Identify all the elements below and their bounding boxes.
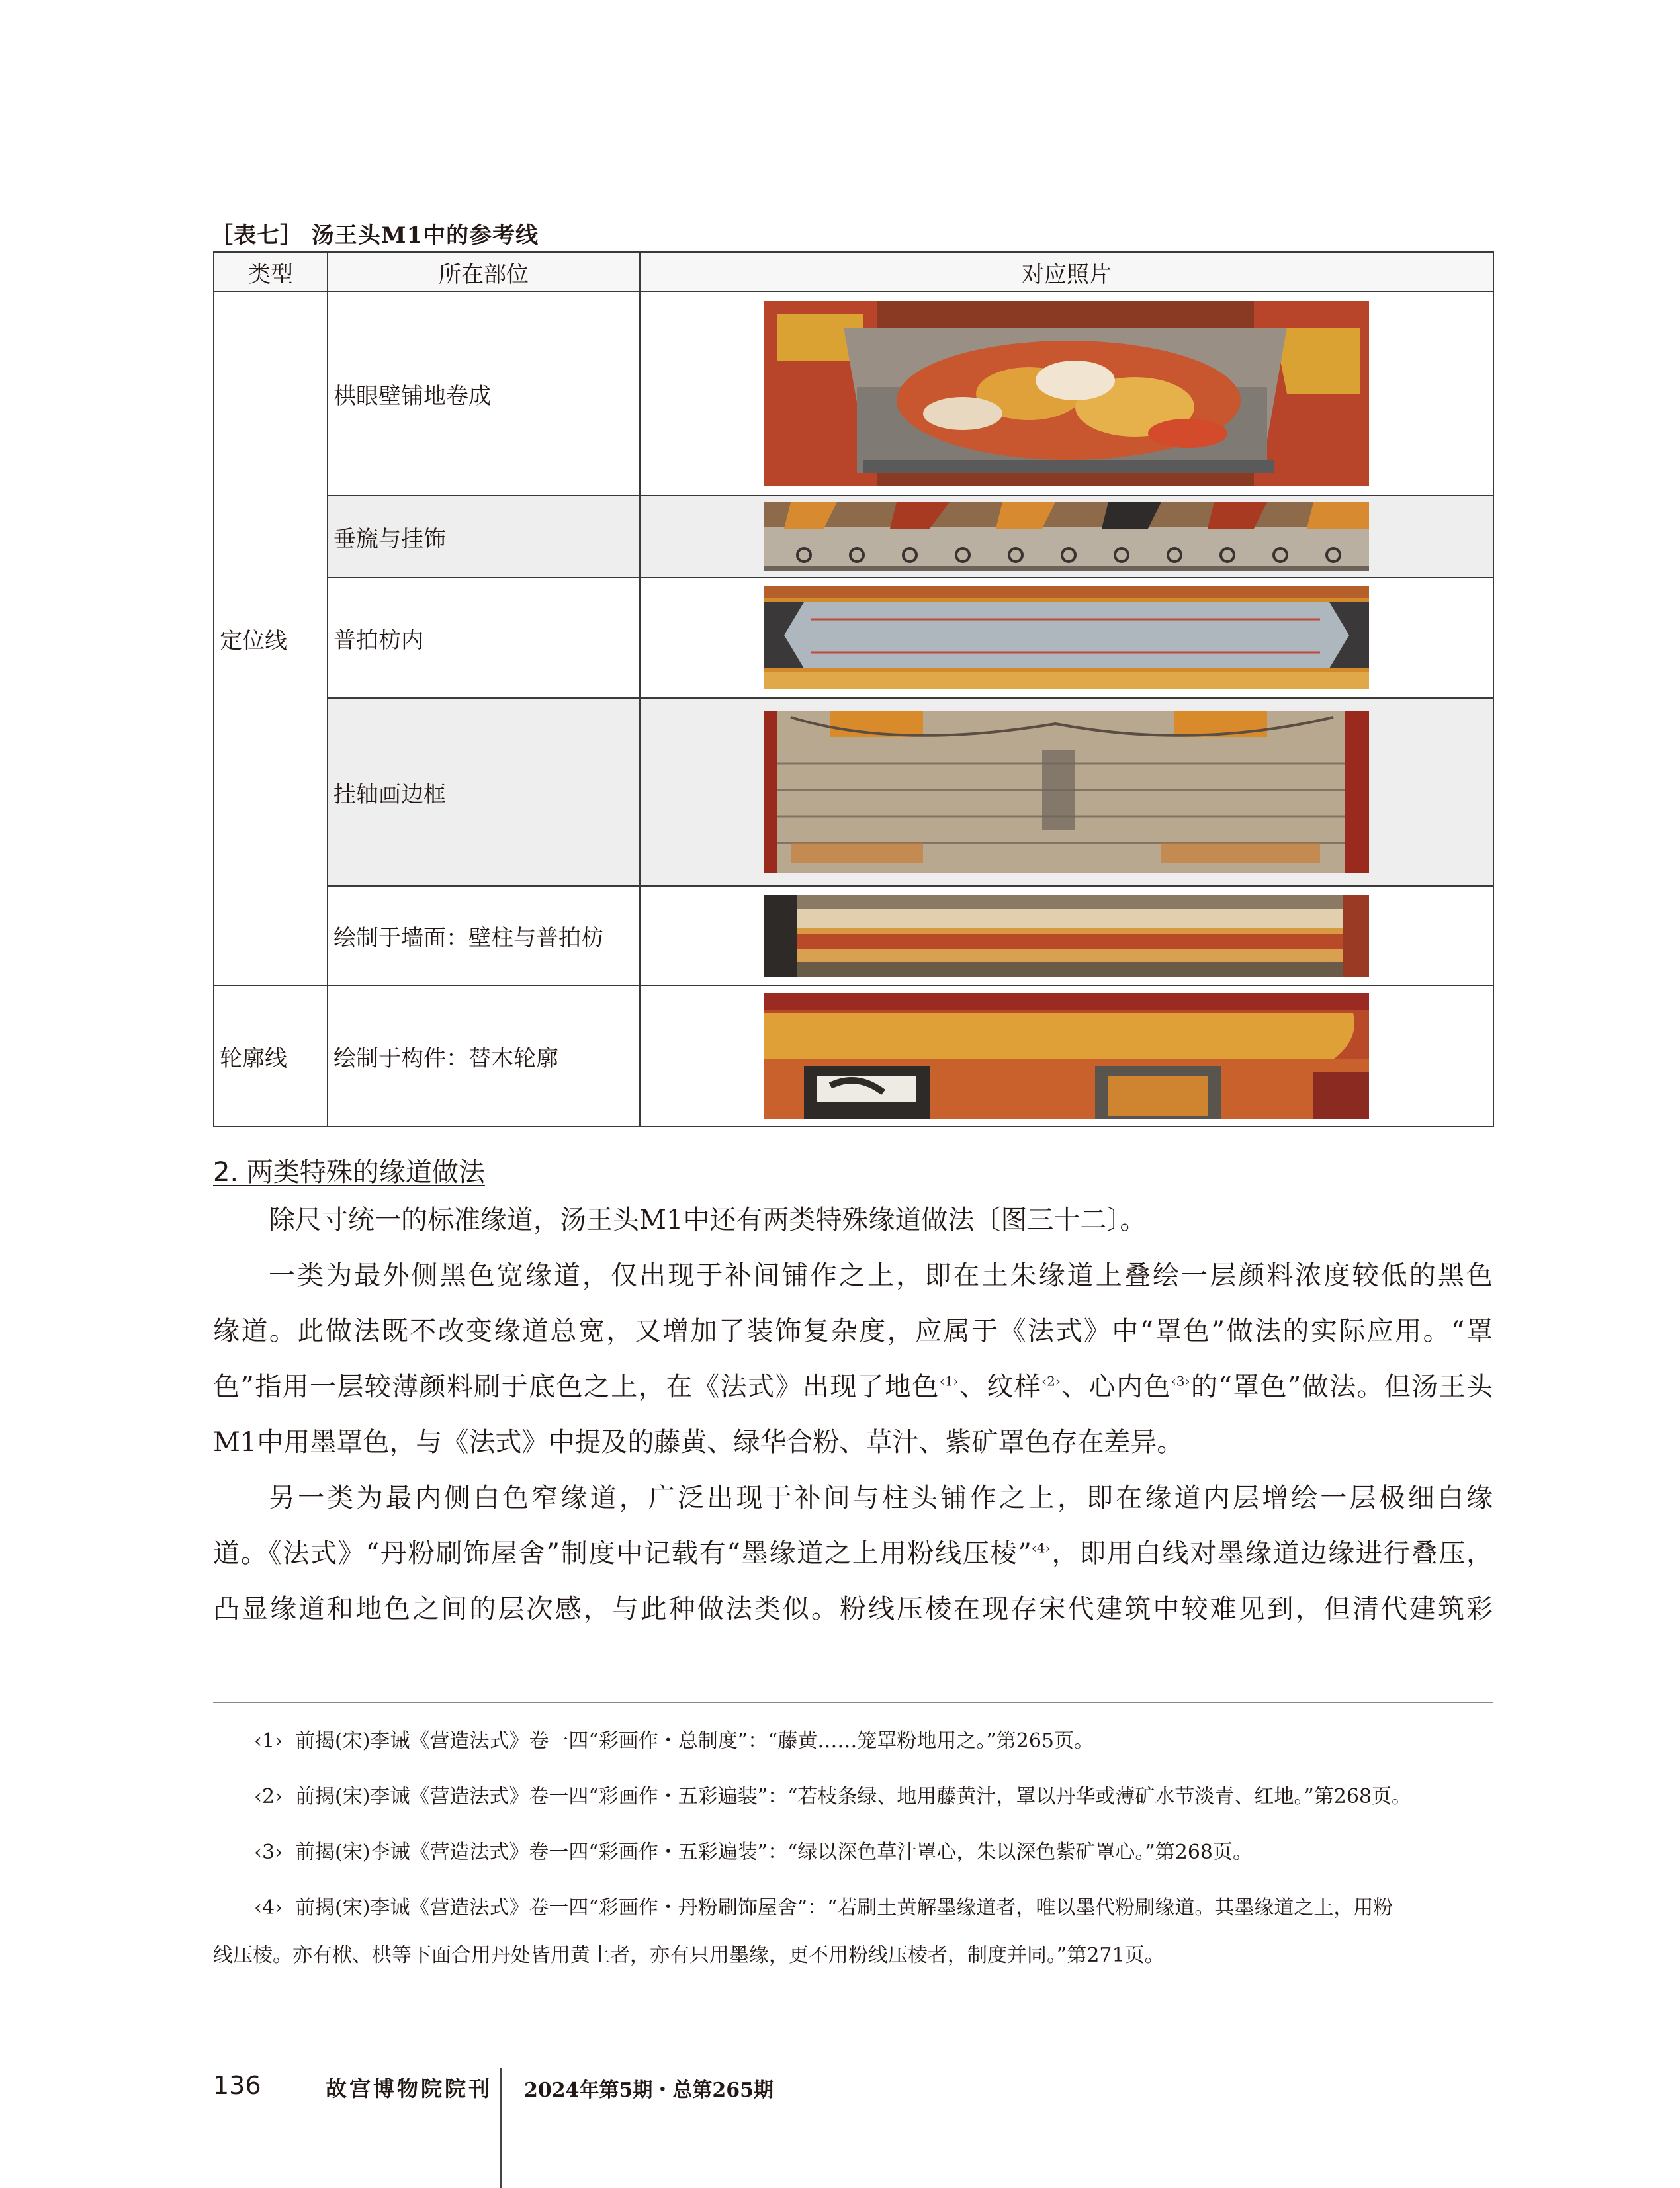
photo-architrave-image [764, 586, 1369, 689]
position-cell: 绘制于构件：替木轮廓 [328, 985, 640, 1127]
paragraph-3-line-2: 道。《法式》“丹粉刷饰屋舍”制度中记载有“墨缘道之上用粉线压棱”$^{‹4›}$，即用白线对墨缘道边缘进行叠压， [213, 1538, 1493, 1569]
paragraph-2-line-2: 缘道。此做法既不改变缘道总宽，又增加了装饰复杂度，应属于《法式》中“罩色”做法的实际应用。“罩 [213, 1316, 1493, 1346]
table-row [214, 292, 1493, 496]
paragraph-3-line-1: 另一类为最内侧白色窄缘道，广泛出现于补间与柱头铺作之上，即在缘道内层增绘一层极细白缘 [269, 1483, 1493, 1513]
photo-bracket-panel-image [764, 301, 1369, 486]
photo-pendants-image [764, 502, 1369, 571]
section-heading: 2. 两类特殊的缘道做法 [213, 1157, 485, 1188]
header-type: 类型 [214, 252, 328, 292]
position-cell: 挂轴画边框 [328, 698, 640, 886]
paragraph-2-line-4: M1中用墨罩色，与《法式》中提及的藤黄、绿华合粉、草汁、紫矿罩色存在差异。 [213, 1427, 1184, 1458]
note-marker: ‹1› [939, 1373, 959, 1389]
photo-scroll-frame [764, 711, 1369, 873]
paragraph-2-line-1: 一类为最外侧黑色宽缘道，仅出现于补间铺作之上，即在土朱缘道上叠绘一层颜料浓度较低的黑色 [269, 1260, 1493, 1291]
table-row [214, 886, 1493, 985]
footer-divider [500, 2068, 502, 2188]
photo-architrave [764, 586, 1369, 689]
table-header-row [214, 252, 1493, 292]
paragraph-2-line-3: 色”指用一层较薄颜料刷于底色之上，在《法式》出现了地色$^{‹1›}$、纹样$^{‹2›}$、心内色$^{‹3›}$的“罩色”做法。但汤王头 [213, 1372, 1493, 1402]
table-caption: ［表七］ 汤王头M1中的参考线 [210, 222, 539, 249]
footnote-2: ‹2› 前揭(宋)李诫《营造法式》卷一四“彩画作・五彩遍装”：“若枝条绿、地用藤黄汁，罩以丹华或薄矿水节淡青、红地。”第268页。 [254, 1785, 1412, 1808]
position-cell: 普拍枋内 [328, 578, 640, 698]
position-cell: 绘制于墙面：壁柱与普拍枋 [328, 886, 640, 985]
photo-wall-pillar [764, 895, 1369, 977]
issue-info: 2024年第5期・总第265期 [524, 2079, 774, 2102]
footnote-3: ‹3› 前揭(宋)李诫《营造法式》卷一四“彩画作・五彩遍装”：“绿以深色草汁罩心，朱以深色紫矿罩心。”第268页。 [254, 1841, 1253, 1864]
type-positioning-line: 定位线 [214, 292, 328, 985]
footnote-divider [213, 1702, 1493, 1703]
photo-cell [640, 578, 1493, 698]
photo-pendants [764, 502, 1369, 571]
header-position: 所在部位 [328, 252, 640, 292]
paragraph-3-line-3: 凸显缘道和地色之间的层次感，与此种做法类似。粉线压棱在现存宋代建筑中较难见到，但清代建筑彩 [213, 1594, 1493, 1624]
table-row [214, 698, 1493, 886]
table-row [214, 578, 1493, 698]
photo-bracket-outline [764, 993, 1369, 1119]
position-cell: 垂旒与挂饰 [328, 496, 640, 578]
photo-bracket-panel [764, 301, 1369, 486]
note-marker: ‹3› [1171, 1373, 1190, 1389]
photo-cell [640, 292, 1493, 496]
photo-bracket-outline-image [764, 993, 1369, 1119]
footnote-1: ‹1› 前揭(宋)李诫《营造法式》卷一四“彩画作・总制度”：“藤黄……笼罩粉地用之。”第265页。 [254, 1729, 1094, 1753]
photo-scroll-frame-image [764, 711, 1369, 873]
table-row [214, 985, 1493, 1127]
note-marker: ‹2› [1041, 1373, 1061, 1389]
photo-cell [640, 886, 1493, 985]
photo-cell [640, 496, 1493, 578]
footnote-4-continued: 线压棱。亦有栿、栱等下面合用丹处皆用黄土者，亦有只用墨缘，更不用粉线压棱者，制度并同。”第271页。 [213, 1944, 1165, 1967]
photo-cell [640, 985, 1493, 1127]
note-marker: ‹4› [1031, 1540, 1051, 1556]
footnote-4: ‹4› 前揭(宋)李诫《营造法式》卷一四“彩画作・丹粉刷饰屋舍”：“若刷土黄解墨缘道者，唯以墨代粉刷缘道。其墨缘道之上，用粉 [254, 1896, 1393, 1919]
header-photo: 对应照片 [640, 252, 1493, 292]
page-number: 136 [213, 2071, 261, 2100]
paragraph-1: 除尺寸统一的标准缘道，汤王头M1中还有两类特殊缘道做法〔图三十二〕。 [269, 1205, 1147, 1235]
table-row [214, 496, 1493, 578]
position-cell: 栱眼壁铺地卷成 [328, 292, 640, 496]
reference-lines-table [213, 251, 1494, 1127]
photo-cell [640, 698, 1493, 886]
journal-title: 故宫博物院院刊 [326, 2076, 493, 2101]
photo-wall-pillar-image [764, 895, 1369, 977]
type-outline-line: 轮廓线 [214, 985, 328, 1127]
